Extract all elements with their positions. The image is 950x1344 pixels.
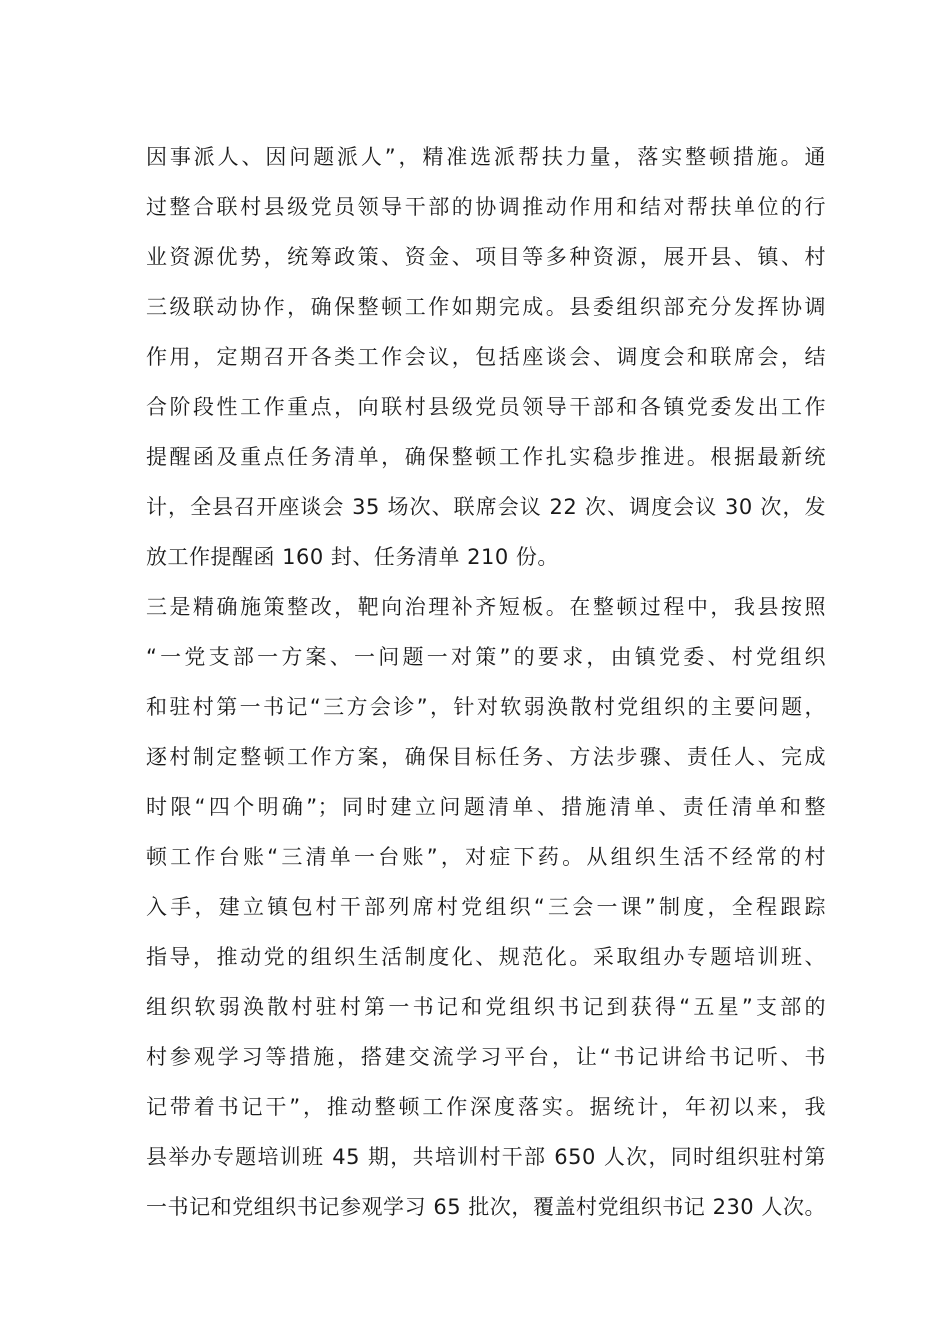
text-line: 因事派人、因问题派人”，精准选派帮扶力量，落实整顿措施。通 xyxy=(146,145,826,169)
text-line: 提醒函及重点任务清单，确保整顿工作扎实稳步推进。根据最新统 xyxy=(146,445,826,469)
text-line: 合阶段性工作重点，向联村县级党员领导干部和各镇党委发出工作 xyxy=(146,395,826,419)
text-line: 逐村制定整顿工作方案，确保目标任务、方法步骤、责任人、完成 xyxy=(146,745,826,769)
text-line: 指导，推动党的组织生活制度化、规范化。采取组办专题培训班、 xyxy=(146,945,826,969)
text-line: 一书记和党组织书记参观学习 65 批次，覆盖村党组织书记 230 人次。 xyxy=(146,1195,826,1219)
body-text xyxy=(146,132,826,1232)
text-line: 时限“四个明确”；同时建立问题清单、措施清单、责任清单和整 xyxy=(146,795,826,819)
text-line: 三级联动协作，确保整顿工作如期完成。县委组织部充分发挥协调 xyxy=(146,295,826,319)
text-line: 过整合联村县级党员领导干部的协调推动作用和结对帮扶单位的行 xyxy=(146,195,826,219)
text-line: 放工作提醒函 160 封、任务清单 210 份。 xyxy=(146,545,559,569)
text-line: 组织软弱涣散村驻村第一书记和党组织书记到获得“五星”支部的 xyxy=(146,995,826,1019)
text-line: 作用，定期召开各类工作会议，包括座谈会、调度会和联席会，结 xyxy=(146,345,826,369)
text-line: 三是精确施策整改，靶向治理补齐短板。在整顿过程中，我县按照 xyxy=(146,595,826,619)
text-line: “一党支部一方案、一问题一对策”的要求，由镇党委、村党组织 xyxy=(146,645,826,669)
text-line: 入手，建立镇包村干部列席村党组织“三会一课”制度，全程跟踪 xyxy=(146,895,826,919)
text-line: 县举办专题培训班 45 期，共培训村干部 650 人次，同时组织驻村第 xyxy=(146,1145,826,1169)
text-line: 顿工作台账“三清单一台账”，对症下药。从组织生活不经常的村 xyxy=(146,845,826,869)
text-line: 和驻村第一书记“三方会诊”，针对软弱涣散村党组织的主要问题， xyxy=(146,695,826,719)
text-line: 业资源优势，统筹政策、资金、项目等多种资源，展开县、镇、村 xyxy=(146,245,826,269)
text-line: 计，全县召开座谈会 35 场次、联席会议 22 次、调度会议 30 次，发 xyxy=(146,495,826,519)
text-line: 村参观学习等措施，搭建交流学习平台，让“书记讲给书记听、书 xyxy=(146,1045,826,1069)
text-line: 记带着书记干”，推动整顿工作深度落实。据统计，年初以来，我 xyxy=(146,1095,826,1119)
